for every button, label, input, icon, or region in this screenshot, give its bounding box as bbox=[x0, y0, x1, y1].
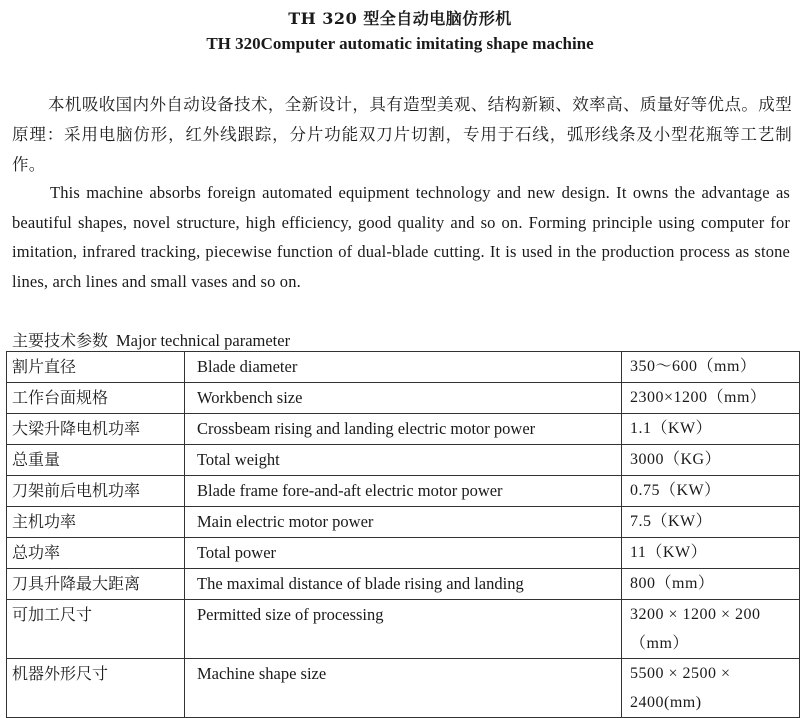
spec-name-en: Blade frame fore-and-aft electric motor power bbox=[185, 476, 622, 507]
spec-value: 5500 × 2500 × 2400(mm) bbox=[622, 659, 800, 718]
spec-name-cn: 刀具升降最大距离 bbox=[7, 569, 185, 600]
spec-row bbox=[7, 352, 800, 383]
spec-row bbox=[7, 569, 800, 600]
spec-name-en: Blade diameter bbox=[185, 352, 622, 383]
spec-heading-chinese: 主要技术参数 bbox=[12, 331, 109, 350]
spec-name-cn: 主机功率 bbox=[7, 507, 185, 538]
document-title-english: TH 320Computer automatic imitating shape machine bbox=[206, 34, 594, 53]
spec-name-en: Machine shape size bbox=[185, 659, 622, 718]
spec-name-cn: 机器外形尺寸 bbox=[7, 659, 185, 718]
spec-value: 3000（KG） bbox=[622, 445, 800, 476]
spec-name-cn: 刀架前后电机功率 bbox=[7, 476, 185, 507]
spec-row bbox=[7, 507, 800, 538]
spec-value: 800（mm） bbox=[622, 569, 800, 600]
spec-name-en: Total weight bbox=[185, 445, 622, 476]
spec-value: 11（KW） bbox=[622, 538, 800, 569]
spec-value: 1.1（KW） bbox=[622, 414, 800, 445]
spec-name-cn: 总功率 bbox=[7, 538, 185, 569]
spec-name-cn: 大梁升降电机功率 bbox=[7, 414, 185, 445]
spec-name-cn: 可加工尺寸 bbox=[7, 600, 185, 659]
spec-row bbox=[7, 476, 800, 507]
spec-value: 7.5（KW） bbox=[622, 507, 800, 538]
spec-value: 3200 × 1200 × 200 （mm） bbox=[622, 600, 800, 659]
spec-name-cn: 工作台面规格 bbox=[7, 383, 185, 414]
spec-row bbox=[7, 445, 800, 476]
spec-row bbox=[7, 659, 800, 718]
document-title-chinese: TH 320 型全自动电脑仿形机 bbox=[288, 9, 512, 28]
spec-value: 0.75（KW） bbox=[622, 476, 800, 507]
spec-heading-english: Major technical parameter bbox=[116, 331, 291, 350]
spec-row bbox=[7, 600, 800, 659]
spec-table bbox=[6, 351, 800, 718]
spec-name-cn: 割片直径 bbox=[7, 352, 185, 383]
spec-name-en: Workbench size bbox=[185, 383, 622, 414]
spec-name-en: Crossbeam rising and landing electric motor power bbox=[185, 414, 622, 445]
intro-paragraph-english: This machine absorbs foreign automated equipment technology and new design. It owns the advantage as beautiful shapes, novel structure, high efficiency, good quality and so on. Forming principle using computer for imitation, infrared tracking, piecewise function of dual-blade cutting. It is used in the production process as stone lines, arch lines and small vases and so on. bbox=[12, 183, 790, 291]
intro-paragraph-chinese: 本机吸收国内外自动设备技术，全新设计，具有造型美观、结构新颖、效率高、质量好等优点。成型原理：采用电脑仿形，红外线跟踪，分片功能双刀片切割，专用于石线，弧形线条及小型花瓶等工艺制作。 bbox=[12, 95, 792, 174]
spec-value: 2300×1200（mm） bbox=[622, 383, 800, 414]
spec-name-en: Permitted size of processing bbox=[185, 600, 622, 659]
spec-row bbox=[7, 538, 800, 569]
spec-name-en: The maximal distance of blade rising and landing bbox=[185, 569, 622, 600]
spec-row bbox=[7, 414, 800, 445]
spec-row bbox=[7, 383, 800, 414]
spec-name-en: Main electric motor power bbox=[185, 507, 622, 538]
spec-name-en: Total power bbox=[185, 538, 622, 569]
spec-value: 350～600（mm） bbox=[622, 352, 800, 383]
spec-name-cn: 总重量 bbox=[7, 445, 185, 476]
spec-heading bbox=[12, 328, 290, 351]
